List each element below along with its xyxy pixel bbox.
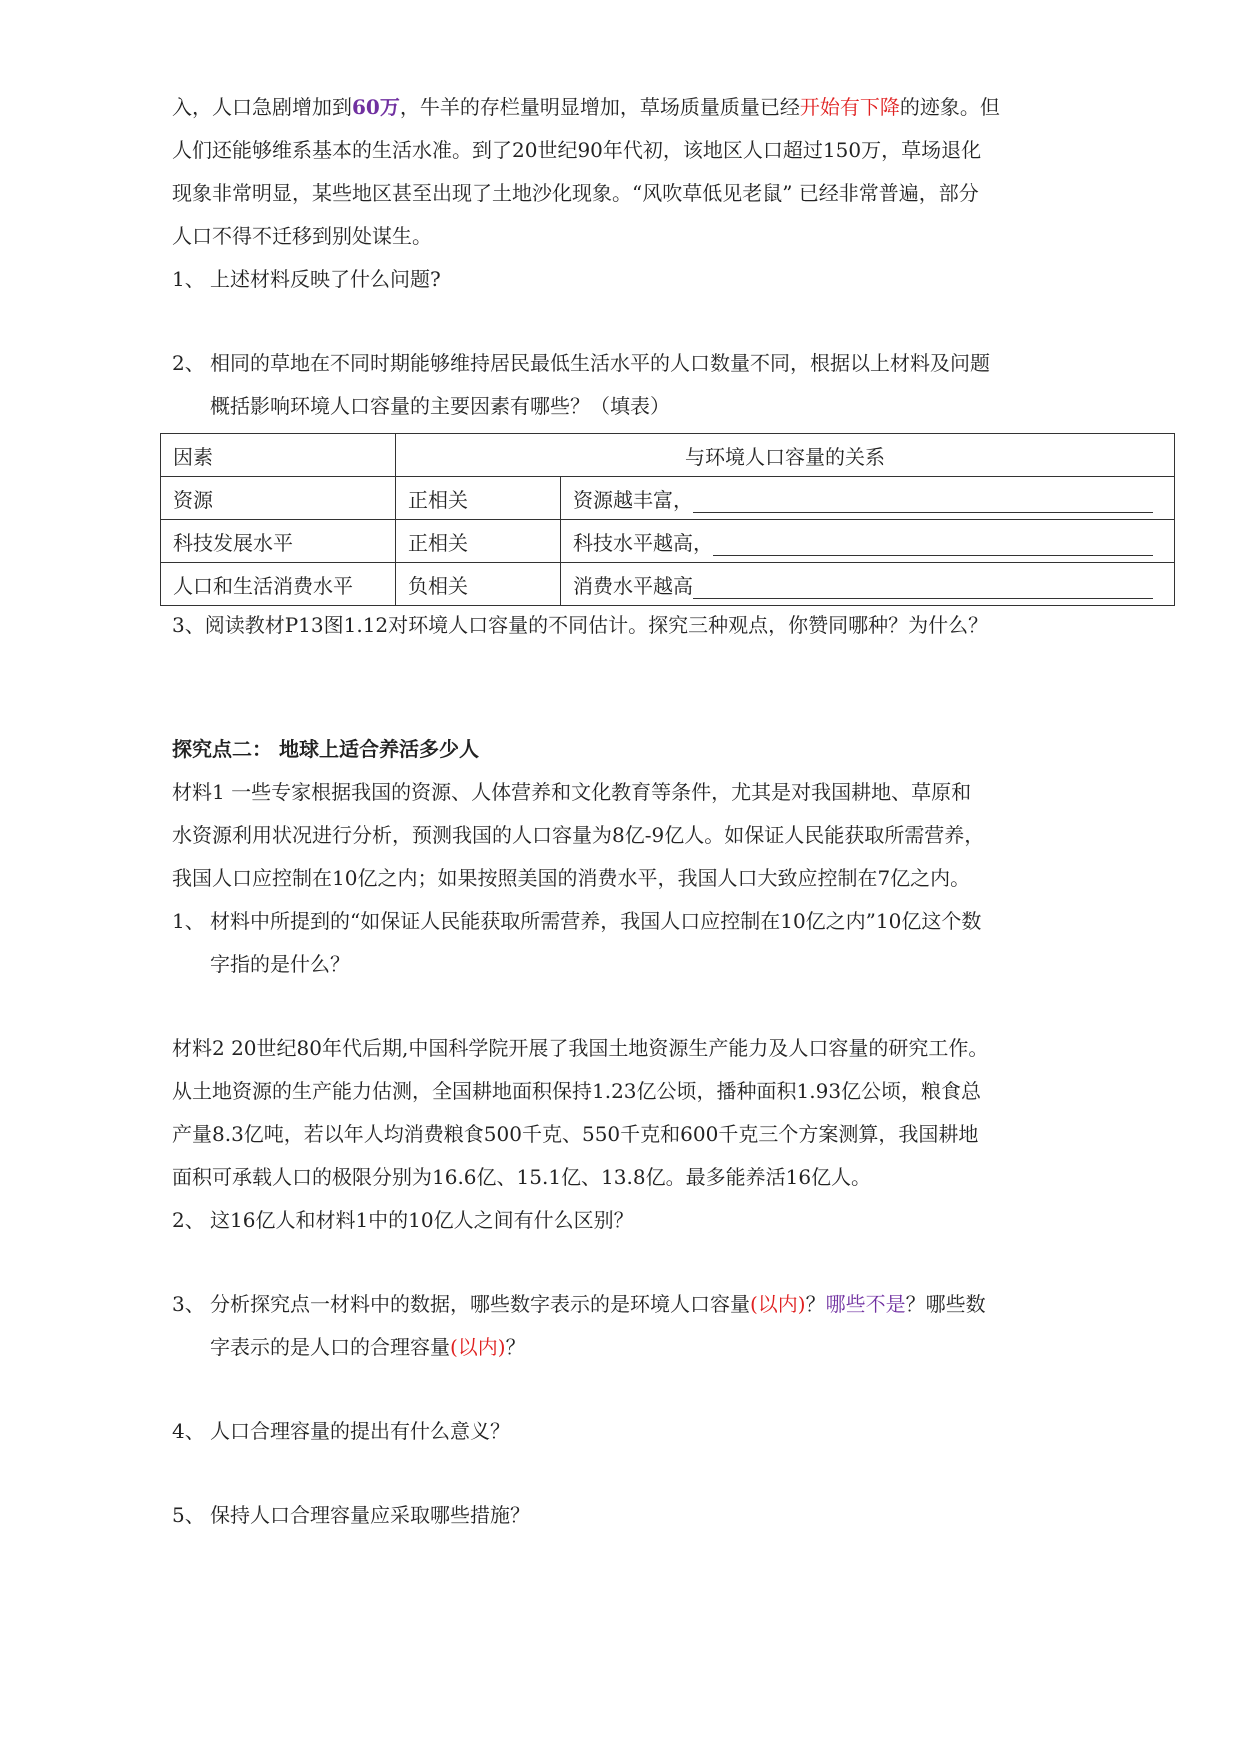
- relation-cell: 负相关: [396, 563, 561, 606]
- material-2-line-3: 产量8.3亿吨，若以年人均消费粮食500千克、550千克和600千克三个方案测算，我国耕地: [172, 1122, 979, 1146]
- header-relation: 与环境人口容量的关系: [396, 434, 1175, 477]
- question-text: 保持人口合理容量应采取哪些措施？: [210, 1503, 530, 1527]
- question-text: 上述材料反映了什么问题?: [210, 267, 441, 291]
- section2-question-1-cont: 字指的是什么？: [210, 952, 350, 976]
- question-text: ？哪些数: [905, 1292, 986, 1316]
- table-row: [161, 477, 1175, 520]
- text-run: ，牛羊的存栏量明显增加，草场质量质量已经: [399, 95, 800, 119]
- desc-text: 科技水平越高，: [573, 530, 713, 555]
- question-2: [172, 349, 990, 377]
- factor-cell: 资源: [161, 477, 396, 520]
- red-note: (以内): [750, 1292, 806, 1316]
- paragraph-line-3: 现象非常明显，某些地区甚至出现了土地沙化现象。“风吹草低见老鼠” 已经非常普遍，部分: [172, 181, 979, 205]
- paragraph-line-1: [172, 93, 1000, 121]
- material-2-line-1: 材料2 20世纪80年代后期,中国科学院开展了我国土地资源生产能力及人口容量的研究工作。: [172, 1036, 989, 1060]
- section2-question-3: [172, 1290, 986, 1318]
- question-number: 4、: [172, 1419, 205, 1443]
- violet-note: 哪些不是: [825, 1292, 906, 1316]
- table-row: [161, 520, 1175, 563]
- table-header-row: [161, 434, 1175, 477]
- desc-text: 消费水平越高: [573, 573, 693, 598]
- question-text: 分析探究点一材料中的数据，哪些数字表示的是环境人口容量: [210, 1292, 750, 1316]
- desc-cell: [561, 520, 1175, 563]
- question-number: 1、: [172, 909, 205, 933]
- text-run: 的迹象。但: [899, 95, 1000, 119]
- factor-cell: 科技发展水平: [161, 520, 396, 563]
- answer-blank[interactable]: [693, 576, 1153, 599]
- section2-question-4: [172, 1417, 510, 1445]
- question-number: 1、: [172, 267, 205, 291]
- section2-question-5: [172, 1501, 530, 1529]
- question-3: 3、阅读教材P13图1.12对环境人口容量的不同估计。探究三种观点，你赞同哪种？为什么？: [172, 613, 989, 637]
- question-1: [172, 265, 441, 293]
- question-number: 2、: [172, 351, 205, 375]
- question-text: 字表示的是人口的合理容量: [210, 1335, 450, 1359]
- material-2-line-4: 面积可承载人口的极限分别为16.6亿、15.1亿、13.8亿。最多能养活16亿人。: [172, 1165, 872, 1189]
- section-heading: 探究点二： 地球上适合养活多少人: [172, 737, 479, 761]
- question-text: 这16亿人和材料1中的10亿人之间有什么区别？: [210, 1208, 634, 1232]
- red-note: (以内): [450, 1335, 506, 1359]
- desc-cell: [561, 563, 1175, 606]
- highlight-population: 60万: [352, 95, 400, 119]
- desc-cell: [561, 477, 1175, 520]
- question-number: 3、: [172, 1292, 205, 1316]
- question-number: 5、: [172, 1503, 205, 1527]
- relation-cell: 正相关: [396, 520, 561, 563]
- desc-text: 资源越丰富，: [573, 487, 693, 512]
- table-row: [161, 563, 1175, 606]
- question-number: 2、: [172, 1208, 205, 1232]
- material-2-line-2: 从土地资源的生产能力估测，全国耕地面积保持1.23亿公顷，播种面积1.93亿公顷，粮食总: [172, 1079, 982, 1103]
- answer-blank[interactable]: [693, 490, 1153, 513]
- answer-blank[interactable]: [713, 533, 1153, 556]
- material-1-line-3: 我国人口应控制在10亿之内；如果按照美国的消费水平，我国人口大致应控制在7亿之内。: [172, 866, 971, 890]
- relation-cell: 正相关: [396, 477, 561, 520]
- question-text: 相同的草地在不同时期能够维持居民最低生活水平的人口数量不同，根据以上材料及问题: [210, 351, 990, 375]
- material-1-line-1: 材料1 一些专家根据我国的资源、人体营养和文化教育等条件，尤其是对我国耕地、草原和: [172, 780, 972, 804]
- question-text: 人口合理容量的提出有什么意义？: [210, 1419, 510, 1443]
- section2-question-2: [172, 1206, 634, 1234]
- question-2-cont: 概括影响环境人口容量的主要因素有哪些？（填表）: [210, 394, 670, 418]
- section2-question-1: [172, 907, 981, 935]
- text-run: 入，人口急剧增加到: [172, 95, 352, 119]
- paragraph-line-2: 人们还能够维系基本的生活水准。到了20世纪90年代初，该地区人口超过150万，草场退化: [172, 138, 982, 162]
- factor-cell: 人口和生活消费水平: [161, 563, 396, 606]
- question-text: ？: [505, 1335, 526, 1359]
- highlight-decline: 开始有下降: [799, 95, 900, 119]
- factors-table: [160, 433, 1175, 606]
- question-text: 材料中所提到的“如保证人民能获取所需营养，我国人口应控制在10亿之内”10亿这个数: [210, 909, 982, 933]
- paragraph-line-4: 人口不得不迁移到别处谋生。: [172, 224, 432, 248]
- header-factor: 因素: [161, 434, 396, 477]
- section2-question-3-cont: [210, 1333, 526, 1361]
- question-text: ？: [805, 1292, 826, 1316]
- material-1-line-2: 水资源利用状况进行分析，预测我国的人口容量为8亿-9亿人。如保证人民能获取所需营养，: [172, 823, 985, 847]
